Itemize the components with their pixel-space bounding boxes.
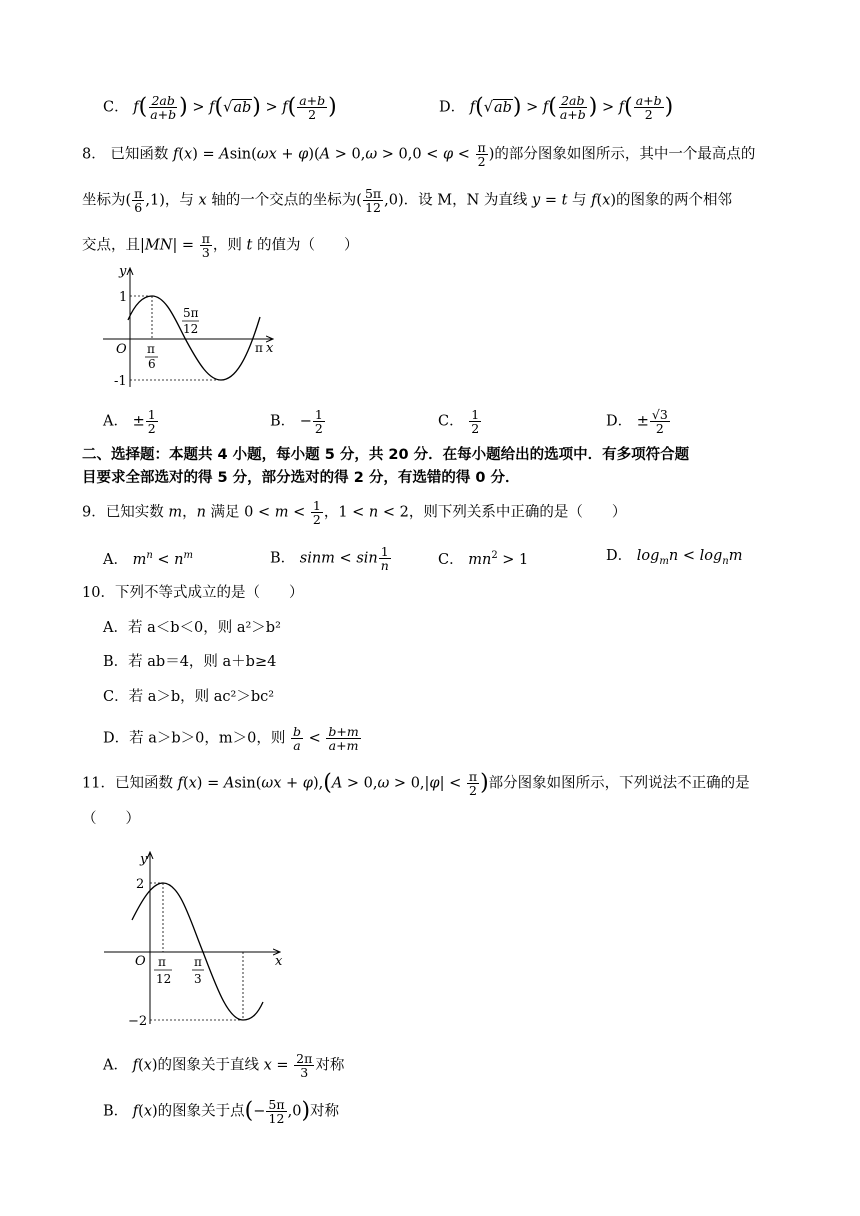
x-axis-label: x	[266, 341, 274, 356]
tick-neg2: −2	[128, 1014, 148, 1028]
tick-pi12-den: 12	[156, 972, 172, 986]
tick-pi6-den: 6	[148, 357, 156, 371]
q10-option-a[interactable]: A．若 a＜b＜0，则 a²＞b²	[103, 620, 281, 636]
option-label: D．	[439, 99, 466, 116]
q10-option-c[interactable]: C．若 a＞b，则 ac²＞bc²	[103, 689, 275, 705]
q11-paren: （ ）	[82, 811, 140, 827]
q10-option-b[interactable]: B．若 ab＝4，则 a＋b≥4	[103, 654, 277, 670]
q11-graph	[100, 848, 295, 1028]
q8-option-a[interactable]: A． ± $\frac{1}{2}$	[103, 407, 156, 436]
x-axis-label: x	[275, 954, 283, 969]
q10-option-d[interactable]: D．若 a＞b＞0，m＞0，则 $\frac{b}{a}$ < $\frac{b+m}{a+m}$	[103, 724, 359, 753]
y-axis-label: y	[119, 264, 127, 279]
q8-stem-line2: 坐标为( $\frac{\pi}{6}$ ,1)，与 x 轴的一个交点的坐标为( $\frac{5\pi}{12}$ ,0)．设 M，N 为直线 y = t 与 f(x)的图象的两个相邻	[82, 186, 733, 215]
tick-pi3-den: 3	[194, 972, 202, 986]
q9-option-c[interactable]: C． $mn^2 > 1$	[438, 550, 529, 568]
q8-option-c[interactable]: C． $\frac{1}{2}$	[438, 407, 480, 436]
section2-header-line1: 二、选择题：本题共 4 小题，每小题 5 分，共 20 分．在每小题给出的选项中．有多项符合题	[82, 447, 690, 463]
q7-option-c[interactable]: C． f( $\frac{2ab}{a+b}$ ) > f(√ab) > f( $\frac{a+b}{2}$ )	[103, 93, 337, 122]
section2-header-line2: 目要求全部选对的得 5 分，部分选对的得 2 分，有选错的得 0 分．	[82, 470, 520, 486]
q8-option-d[interactable]: D． ± $\frac{√3}{2}$	[606, 407, 668, 436]
q9-option-a[interactable]: A． $m^n < n^m$	[103, 550, 193, 568]
tick-pi: π	[255, 341, 263, 355]
tick-pi3-num: π	[194, 955, 202, 969]
tick-5pi12-num: 5π	[183, 306, 199, 320]
q8-stem-line1: 8． 已知函数 f(x) = Asin(ωx + φ)(A > 0,ω > 0,0 < φ < $\frac{\pi}{2}$ )的部分图象如图所示，其中一个最高点的	[82, 140, 756, 169]
tick-2: 2	[136, 877, 145, 892]
q11-option-a[interactable]: A． f(x)的图象关于直线 x = $\frac{2\pi}{3}$ 对称	[103, 1051, 345, 1080]
option-label: C．	[103, 99, 129, 116]
q8-graph	[95, 262, 285, 392]
tick-neg1: -1	[114, 374, 127, 389]
q8-option-b[interactable]: B． − $\frac{1}{2}$	[270, 407, 323, 436]
y-axis-label: y	[140, 852, 148, 867]
tick-pi6-num: π	[147, 342, 155, 356]
origin-label: O	[116, 342, 127, 357]
q9-option-b[interactable]: B． sinm < sin $\frac{1}{n}$	[270, 544, 389, 573]
tick-pi12-num: π	[158, 955, 166, 969]
origin-label: O	[135, 954, 146, 969]
q10-stem: 10．下列不等式成立的是（ ）	[82, 585, 304, 601]
q9-stem: 9．已知实数 m，n 满足 0 < m < $\frac{1}{2}$ ，1 < n < 2，则下列关系中正确的是（ ）	[82, 498, 627, 527]
q8-stem-line3: 交点，且|MN| = $\frac{\pi}{3}$ ，则 t 的值为（ ）	[82, 231, 359, 260]
q11-option-b[interactable]: B． f(x)的图象关于点(− $\frac{5\pi}{12}$ ,0)对称	[103, 1097, 340, 1126]
tick-1: 1	[119, 290, 128, 305]
q7-option-d[interactable]: D． f(√ab) > f( $\frac{2ab}{a+b}$ ) > f( $\frac{a+b}{2}$ )	[439, 93, 674, 122]
tick-5pi12-den: 12	[183, 322, 199, 336]
q9-option-d[interactable]: D． $\log_mn < \log_nm$	[606, 548, 743, 567]
q11-stem: 11．已知函数 f(x) = Asin(ωx + φ),(A > 0,ω > 0,|φ| < $\frac{\pi}{2}$ )部分图象如图所示，下列说法不正确的是	[82, 769, 750, 798]
